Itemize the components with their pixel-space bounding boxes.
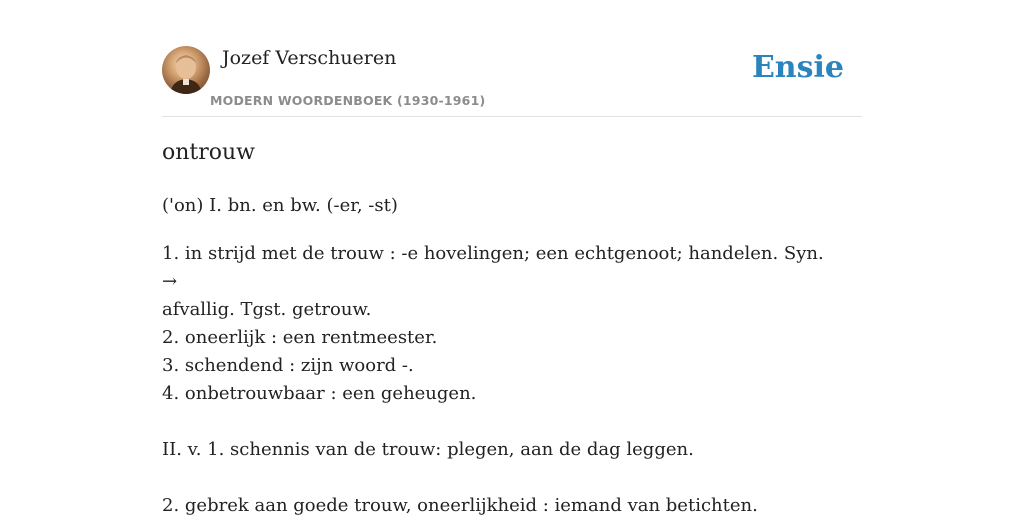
grammar-info: ('on) I. bn. en bw. (-er, -st) bbox=[162, 195, 398, 216]
part2-sense-1: II. v. 1. schennis van de trouw: plegen, aan de dag leggen. bbox=[162, 439, 694, 460]
brand-logo[interactable]: Ensie bbox=[751, 50, 844, 85]
sense-3: 3. schendend : zijn woord -. bbox=[162, 355, 414, 376]
author-name[interactable]: Jozef Verschueren bbox=[222, 47, 397, 69]
source-title[interactable]: MODERN WOORDENBOEK (1930-1961) bbox=[210, 93, 486, 108]
spacer bbox=[162, 408, 842, 436]
headword: ontrouw bbox=[162, 140, 256, 165]
part2-sense-2: 2. gebrek aan goede trouw, oneerlijkheid : iemand van betichten. bbox=[162, 495, 758, 516]
sense-2: 2. oneerlijk : een rentmeester. bbox=[162, 327, 438, 348]
spacer bbox=[162, 464, 842, 492]
header bbox=[162, 44, 862, 117]
sense-1: 1. in strijd met de trouw : -e hovelingen; een echtgenoot; handelen. Syn. → bbox=[162, 243, 824, 292]
sense-4: 4. onbetrouwbaar : een geheugen. bbox=[162, 383, 477, 404]
author-avatar[interactable] bbox=[162, 46, 210, 94]
sense-1-continued: afvallig. Tgst. getrouw. bbox=[162, 299, 372, 320]
portrait-icon bbox=[162, 46, 210, 94]
definition-list bbox=[162, 240, 842, 520]
